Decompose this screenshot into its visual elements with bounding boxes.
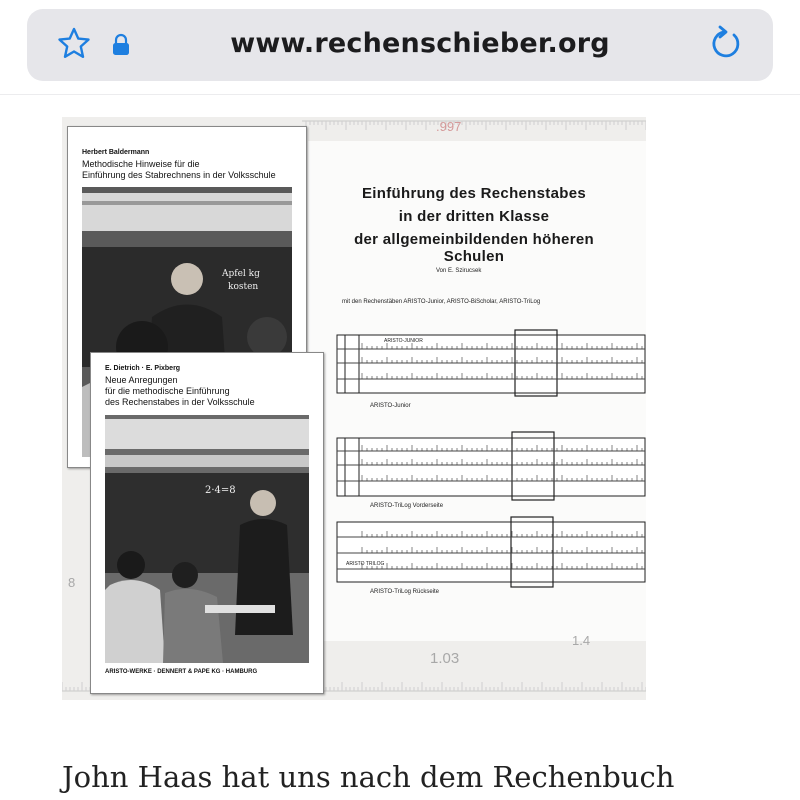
reload-icon[interactable] bbox=[703, 23, 745, 65]
booklet-dietrich-pixberg bbox=[90, 352, 324, 694]
booklet2-title-line2: für die methodische Einführung bbox=[105, 386, 230, 396]
doc-title-line2: in der dritten Klasse bbox=[398, 208, 550, 225]
booklet1-board-text2: kosten bbox=[228, 282, 259, 292]
url-text[interactable]: www.rechenschieber.org bbox=[230, 28, 610, 59]
booklet2-title-line3: des Rechenstabes in der Volksschule bbox=[105, 397, 255, 407]
star-icon[interactable] bbox=[55, 25, 93, 63]
rule2-caption: ARISTO-TriLog Vorderseite bbox=[370, 503, 444, 509]
booklet2-board-text: 2·4=8 bbox=[205, 485, 236, 496]
scale-number-top: .997 bbox=[436, 119, 462, 134]
browser-toolbar bbox=[0, 0, 800, 95]
scale-number-left: 8 bbox=[68, 575, 76, 590]
rule1-caption: ARISTO-Junior bbox=[370, 403, 411, 409]
article-text: John Haas hat uns nach dem Rechenbuch bbox=[62, 760, 675, 794]
booklet2-title-line1: Neue Anregungen bbox=[105, 375, 178, 385]
booklet2-authors: E. Dietrich · E. Pixberg bbox=[105, 365, 181, 372]
rule3-label: ARISTO TRILOG bbox=[346, 561, 385, 567]
slide-rule-trilog-back bbox=[337, 517, 645, 587]
scale-number-right: 1.4 bbox=[572, 633, 591, 648]
booklet2-photo bbox=[105, 415, 309, 663]
article-image bbox=[62, 117, 646, 700]
doc-title-line1: Einführung des Rechenstabes bbox=[362, 185, 586, 202]
booklet2-footer: ARISTO-WERKE · DENNERT & PAPE KG · HAMBURG bbox=[105, 669, 258, 675]
booklet1-title-line1: Methodische Hinweise für die bbox=[82, 159, 200, 169]
doc-author: Von E. Szirucsek bbox=[436, 268, 482, 274]
rule1-label: ARISTO-JUNIOR bbox=[384, 338, 423, 344]
toolbar-divider bbox=[0, 94, 800, 95]
booklet1-title-line2: Einführung des Stabrechnens in der Volksschule bbox=[82, 170, 276, 180]
doc-title-line3: der allgemeinbildenden höheren Schulen bbox=[354, 231, 594, 265]
booklet1-board-text1: Apfel kg bbox=[222, 269, 260, 279]
doc-subtitle: mit den Rechenstäben ARISTO-Junior, ARISTO-BiScholar, ARISTO-TriLog bbox=[342, 299, 541, 305]
booklet1-author: Herbert Baldermann bbox=[82, 149, 150, 156]
rule3-caption: ARISTO-TriLog Rückseite bbox=[370, 589, 440, 595]
lock-icon bbox=[111, 33, 131, 57]
scale-number-bottom: 1.03 bbox=[430, 650, 460, 667]
slide-rule-trilog-front bbox=[337, 432, 645, 500]
